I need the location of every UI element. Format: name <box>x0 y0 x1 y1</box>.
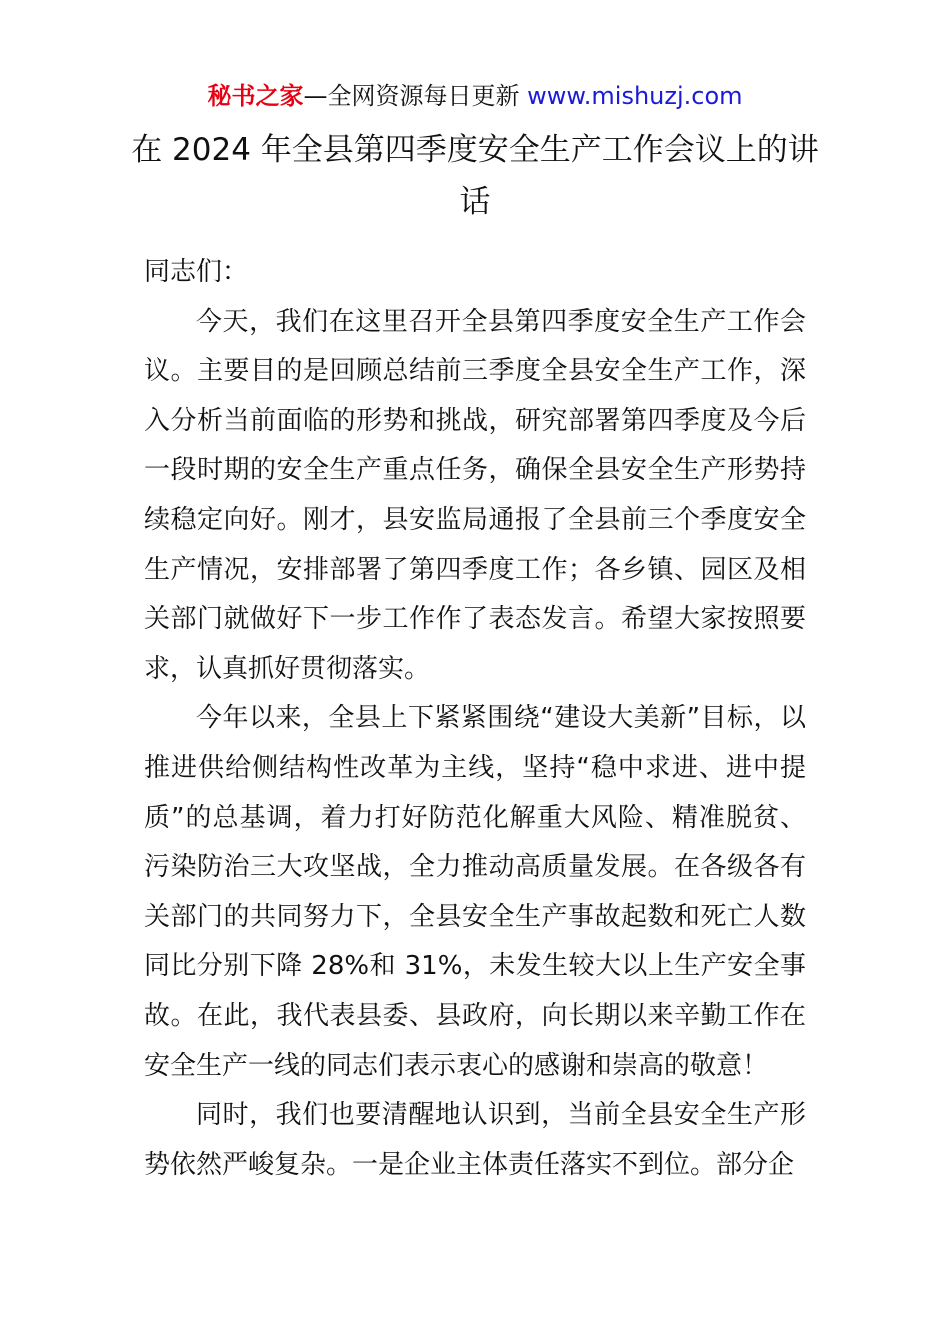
paragraph-2: 今年以来，全县上下紧紧围绕“建设大美新”目标，以推进供给侧结构性改革为主线，坚持“稳中求进、进中提质”的总基调，着力打好防范化解重大风险、精准脱贫、污染防治三大攻坚战，全力推动高质量发展。在各级各有关部门的共同努力下，全县安全生产事故起数和死亡人数同比分别下降 28%和 31%，未发生较大以上生产安全事故。在此，我代表县委、县政府，向长期以来辛勤工作在安全生产一线的同志们表示衷心的感谢和崇高的敬意！ <box>144 703 806 1081</box>
document-body <box>144 248 806 1190</box>
salutation: 同志们： <box>144 257 249 287</box>
document-title: 在 2024 年全县第四季度安全生产工作会议上的讲话 <box>131 132 819 220</box>
site-url-link[interactable]: www.mishuzj.com <box>527 82 743 110</box>
site-tagline: —全网资源每日更新 <box>303 82 528 110</box>
site-header <box>0 80 950 112</box>
paragraph-1: 今天，我们在这里召开全县第四季度安全生产工作会议。主要目的是回顾总结前三季度全县安全生产工作，深入分析当前面临的形势和挑战，研究部署第四季度及今后一段时期的安全生产重点任务，确保全县安全生产形势持续稳定向好。刚才，县安监局通报了全县前三个季度安全生产情况，安排部署了第四季度工作；各乡镇、园区及相关部门就做好下一步工作作了表态发言。希望大家按照要求，认真抓好贯彻落实。 <box>144 306 806 684</box>
site-brand: 秘书之家 <box>207 82 304 110</box>
paragraph-3: 同时，我们也要清醒地认识到，当前全县安全生产形势依然严峻复杂。一是企业主体责任落实不到位。部分企 <box>144 1100 806 1180</box>
